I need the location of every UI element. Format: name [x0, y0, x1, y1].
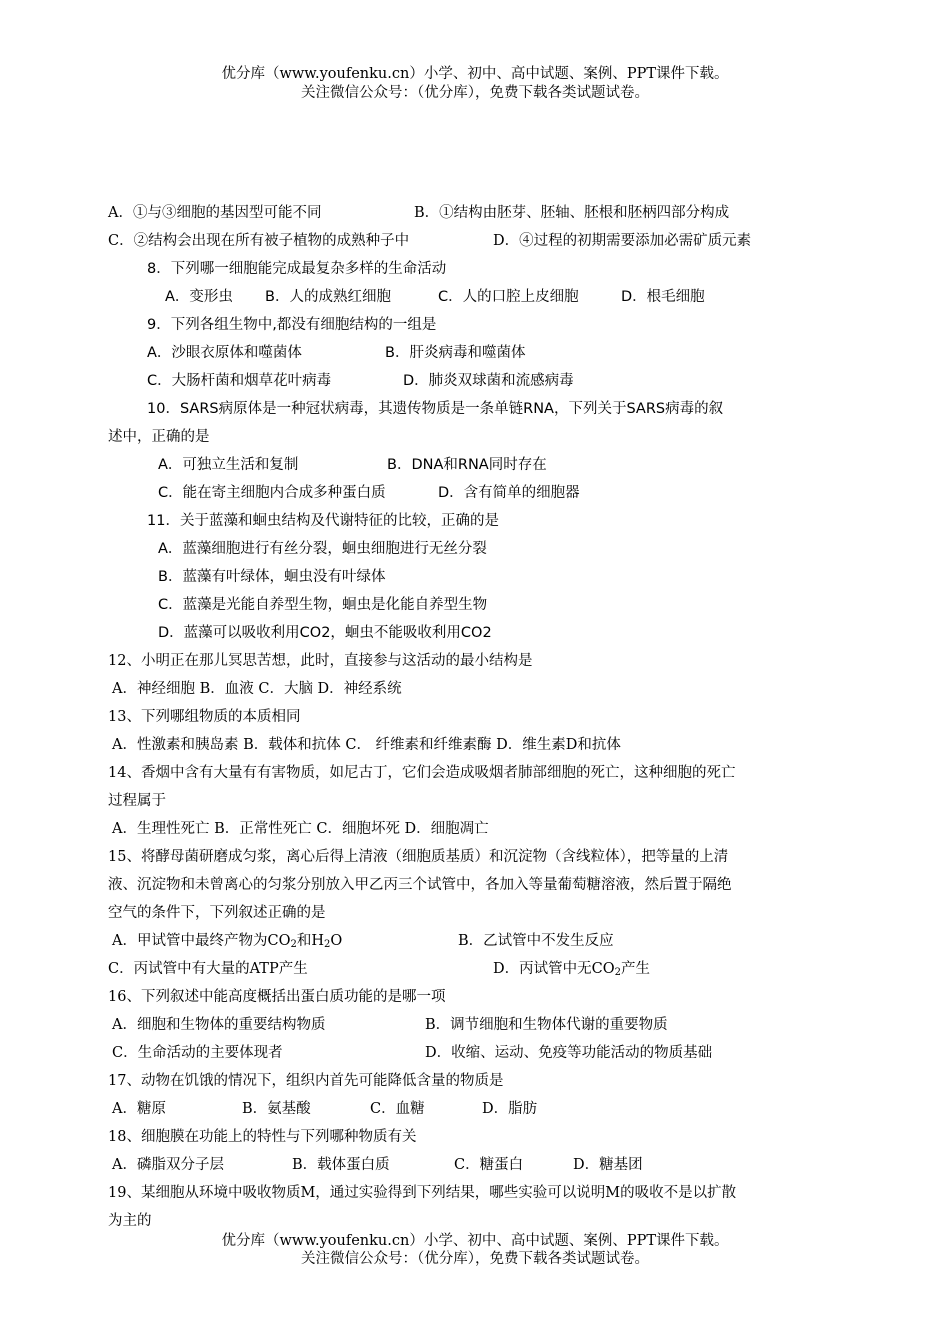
q7-option-b: B．①结构由胚芽、胚轴、胚根和胚柄四部分构成: [414, 205, 730, 221]
q16-option-a: A．细胞和生物体的重要结构物质: [112, 1017, 326, 1033]
q12-options: A．神经细胞 B．血液 C．大脑 D．神经系统: [112, 681, 402, 697]
q17-option-d: D．脂肪: [482, 1101, 538, 1117]
q17-option-a: A．糖原: [112, 1101, 166, 1117]
q8-option-c: C．人的口腔上皮细胞: [438, 289, 579, 305]
q7-option-a: A．①与③细胞的基因型可能不同: [108, 205, 322, 221]
q18-option-a: A．磷脂双分子层: [112, 1157, 224, 1173]
q15-stem-line-2: 液、沉淀物和未曾离心的匀浆分别放入甲乙丙三个试管中，各加入等量葡萄糖溶液，然后置于隔绝: [108, 877, 732, 893]
footer-line-2: 关注微信公众号：（优分库），免费下载各类试题试卷。: [301, 1251, 649, 1267]
q10-stem-line-2: 述中，正确的是: [108, 429, 210, 445]
q11-option-a: A．蓝藻细胞进行有丝分裂，蛔虫细胞进行无丝分裂: [158, 541, 487, 557]
q17-option-b: B．氨基酸: [242, 1101, 311, 1117]
q10-option-d: D．含有简单的细胞器: [438, 485, 580, 501]
q16-stem: 16、下列叙述中能高度概括出蛋白质功能的是哪一项: [108, 989, 446, 1005]
q11-stem: 11．关于蓝藻和蛔虫结构及代谢特征的比较，正确的是: [147, 513, 499, 529]
q9-option-c: C．大肠杆菌和烟草花叶病毒: [147, 373, 332, 389]
q11-option-b: B．蓝藻有叶绿体，蛔虫没有叶绿体: [158, 569, 386, 585]
q18-option-c: C．糖蛋白: [454, 1157, 524, 1173]
q17-option-c: C．血糖: [370, 1101, 425, 1117]
q9-option-b: B．肝炎病毒和噬菌体: [385, 345, 526, 361]
q11-option-c: C．蓝藻是光能自养型生物，蛔虫是化能自养型生物: [158, 597, 488, 613]
q15-stem-line-1: 15、将酵母菌研磨成匀浆，离心后得上清液（细胞质基质）和沉淀物（含线粒体），把等量的上清: [108, 849, 729, 865]
q7-option-c: C．②结构会出现在所有被子植物的成熟种子中: [108, 233, 410, 249]
q11-option-d: D．蓝藻可以吸收利用CO2，蛔虫不能吸收利用CO2: [158, 625, 492, 641]
q13-stem: 13、下列哪组物质的本质相同: [108, 709, 301, 725]
q7-option-d: D．④过程的初期需要添加必需矿质元素: [493, 233, 752, 249]
q15-option-c: C．丙试管中有大量的ATP产生: [108, 961, 308, 977]
q15-stem-line-3: 空气的条件下，下列叙述正确的是: [108, 905, 326, 921]
header-line-2: 关注微信公众号：（优分库），免费下载各类试题试卷。: [301, 85, 649, 101]
q10-option-a: A．可独立生活和复制: [158, 457, 299, 473]
q8-stem: 8．下列哪一细胞能完成最复杂多样的生命活动: [147, 261, 447, 277]
q14-stem-line-1: 14、香烟中含有大量有有害物质，如尼古丁，它们会造成吸烟者肺部细胞的死亡，这种细胞的死亡: [108, 765, 736, 781]
q14-stem-line-2: 过程属于: [108, 793, 166, 809]
q19-stem-line-1: 19、某细胞从环境中吸收物质M，通过实验得到下列结果，哪些实验可以说明M的吸收不是以扩散: [108, 1185, 737, 1201]
q10-option-c: C．能在寄主细胞内合成多种蛋白质: [158, 485, 386, 501]
q9-stem: 9．下列各组生物中,都没有细胞结构的一组是: [147, 317, 437, 333]
q17-stem: 17、动物在饥饿的情况下，组织内首先可能降低含量的物质是: [108, 1073, 504, 1089]
q18-option-d: D．糖基团: [573, 1157, 643, 1173]
header-line-1: 优分库（www.youfenku.cn）小学、初中、高中试题、案例、PPT课件下载。: [221, 66, 729, 82]
q18-stem: 18、细胞膜在功能上的特性与下列哪种物质有关: [108, 1129, 417, 1145]
q10-stem-line-1: 10．SARS病原体是一种冠状病毒，其遗传物质是一条单链RNA，下列关于SARS病毒的叙: [147, 401, 724, 417]
q12-stem: 12、小明正在那儿冥思苦想，此时，直接参与这活动的最小结构是: [108, 653, 533, 669]
q8-option-d: D．根毛细胞: [621, 289, 705, 305]
q15-option-b: B．乙试管中不发生反应: [458, 933, 614, 949]
footer-line-1: 优分库（www.youfenku.cn）小学、初中、高中试题、案例、PPT课件下载。: [221, 1233, 729, 1249]
q14-options: A．生理性死亡 B．正常性死亡 C．细胞坏死 D．细胞凋亡: [112, 821, 489, 837]
q16-option-b: B．调节细胞和生物体代谢的重要物质: [425, 1017, 668, 1033]
q15-option-d: D．丙试管中无$CO_2$产生: [493, 961, 650, 978]
q9-option-a: A．沙眼衣原体和噬菌体: [147, 345, 302, 361]
q16-option-d: D．收缩、运动、免疫等功能活动的物质基础: [425, 1045, 713, 1061]
q18-option-b: B．载体蛋白质: [292, 1157, 390, 1173]
q9-option-d: D．肺炎双球菌和流感病毒: [403, 373, 574, 389]
q8-option-a: A．变形虫: [165, 289, 233, 305]
q15-option-a: A．甲试管中最终产物为$CO_2$和$H_2O$: [112, 933, 343, 950]
q16-option-c: C．生命活动的主要体现者: [112, 1045, 283, 1061]
q13-options: A．性激素和胰岛素 B．载体和抗体 C． 纤维素和纤维素酶 D．维生素D和抗体: [112, 737, 621, 753]
q19-stem-line-2: 为主的: [108, 1213, 152, 1229]
q10-option-b: B．DNA和RNA同时存在: [387, 457, 547, 473]
q8-option-b: B．人的成熟红细胞: [265, 289, 391, 305]
